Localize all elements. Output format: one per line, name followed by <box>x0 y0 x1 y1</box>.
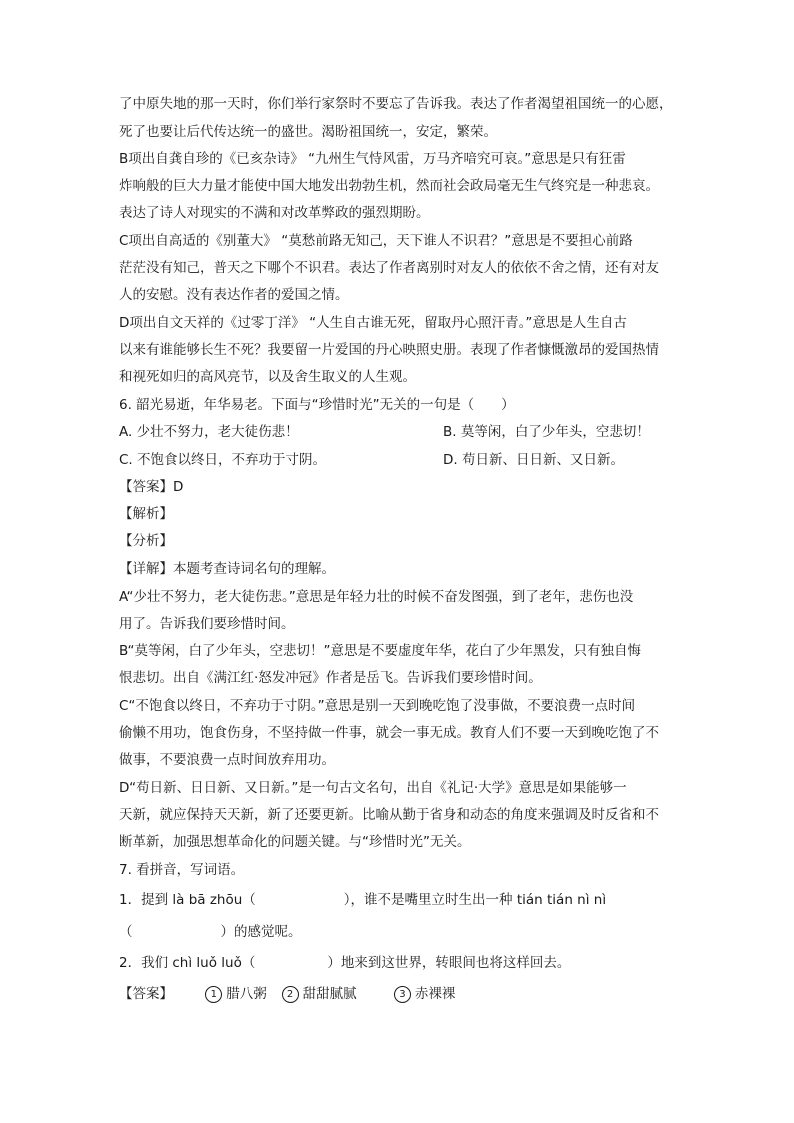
answer-item-3 <box>394 984 456 1004</box>
q7-line-2 <box>119 922 684 942</box>
answer-text: 赤裸裸 <box>414 986 456 1002</box>
analysis-label: 【解析】 <box>119 506 173 522</box>
text-line: 以来有谁能够长生不死？我要留一片爱国的丹心映照史册。表现了作者慷慨激昂的爱国热情 <box>119 342 659 358</box>
answer-text: 腊八粥 <box>226 986 267 1002</box>
answer-item-2 <box>282 984 390 1004</box>
text-line: C项出自高适的《别董大》 “莫愁前路无知己，天下谁人不识君？”意思是不要担心前路 <box>119 233 633 249</box>
option-a: A. 少壮不努力，老大徒伤悲！ <box>119 424 299 440</box>
detail-line: A“少壮不努力，老大徒伤悲。”意思是年轻力壮的时候不奋发图强，到了老年，悲伤也没 <box>119 589 634 605</box>
final-answer-label: 【答案】 <box>119 986 173 1002</box>
q7-line-3 <box>119 953 684 973</box>
detail-line: 用了。告诉我们要珍惜时间。 <box>119 616 295 632</box>
text-line: 和视死如归的高风亮节，以及舍生取义的人生观。 <box>119 369 416 385</box>
q7-line-2-prefix: （ <box>119 924 133 940</box>
detail-line: 天新，就应保持天天新，新了还要更新。比喻从勤于省身和动态的角度来强调及时反省和不 <box>119 807 659 823</box>
q7-line-3-prefix: 2．我们 chì luǒ luǒ（ <box>119 955 256 971</box>
text-line: 表达了诗人对现实的不满和对改革弊政的强烈期盼。 <box>119 205 430 221</box>
option-c: C. 不饱食以终日，不弃功于寸阴。 <box>119 452 327 468</box>
q7-line-1-prefix: 1．提到 là bā zhōu（ <box>119 892 256 908</box>
detail-line: C“不饱食以终日，不弃功于寸阴。”意思是别一天到晚吃饱了没事做，不要浪费一点时间 <box>119 698 636 714</box>
q7-line-1 <box>119 890 684 910</box>
detail-line: D“苟日新、日日新、又日新。”是一句古文名句，出自《礼记·大学》意思是如果能够一 <box>119 780 627 796</box>
answer-label: 【答案】D <box>119 479 184 495</box>
circled-number: 2 <box>282 986 299 1003</box>
text-line: D项出自文天祥的《过零丁洋》 “人生自古谁无死，留取丹心照汗青。”意思是人生自古 <box>119 315 627 331</box>
circled-number: 3 <box>394 986 411 1003</box>
text-line: 人的安慰。没有表达作者的爱国之情。 <box>119 287 349 303</box>
circled-number: 1 <box>205 986 222 1003</box>
question-6-stem: 6. 韶光易逝，年华易老。下面与“珍惜时光”无关的一句是（ ） <box>119 397 515 413</box>
text-line: 炸响般的巨大力量才能使中国大地发出勃勃生机，然而社会政局毫无生气终究是一种悲哀。 <box>119 178 659 194</box>
option-d: D. 苟日新、日日新、又日新。 <box>443 452 624 468</box>
detail-line: B“莫等闲，白了少年头，空悲切！”意思是不要虚度年华，花白了少年黑发，只有独自悔 <box>119 643 642 659</box>
detail-line: 恨悲切。出自《满江红·怒发冲冠》作者是岳飞。告诉我们要珍惜时间。 <box>119 670 542 686</box>
option-b: B. 莫等闲，白了少年头，空悲切！ <box>443 424 650 440</box>
detail-line: 做事，不要浪费一点时间放弃用功。 <box>119 752 335 768</box>
answer-text: 甜甜腻腻 <box>302 986 357 1002</box>
q7-line-3-suffix: ）地来到这世界，转眼间也将这样回去。 <box>327 955 571 971</box>
q7-line-2-suffix: ）的感觉呢。 <box>220 924 302 940</box>
detail-line: 断革新，加强思想革命化的问题关键。与“珍惜时光”无关。 <box>119 834 471 850</box>
detail-line: 偷懒不用功，饱食伤身，不坚持做一件事，就会一事无成。教育人们不要一天到晚吃饱了不 <box>119 725 659 741</box>
detail-line: 【详解】本题考查诗词名句的理解。 <box>119 561 335 577</box>
text-line: 了中原失地的那一天时，你们举行家祭时不要忘了告诉我。表达了作者渴望祖国统一的心愿， <box>119 96 673 112</box>
fenxi-label: 【分析】 <box>119 533 173 549</box>
text-line: B项出自龚自珍的《已亥杂诗》 “九州生气恃风雷，万马齐喑究可哀。”意思是只有狂雷 <box>119 151 626 167</box>
question-7-stem: 7. 看拼音，写词语。 <box>119 862 245 878</box>
text-line: 茫茫没有知己，普天之下哪个不识君。表达了作者离别时对友人的依依不舍之情，还有对友 <box>119 260 659 276</box>
text-line: 死了也要让后代传达统一的盛世。渴盼祖国统一，安定，繁荣。 <box>119 124 497 140</box>
final-answer-row <box>119 984 455 1004</box>
answer-item-1 <box>205 984 277 1004</box>
q7-line-1-suffix: ），谁不是嘴里立时生出一种 tián tián nì nì <box>343 892 607 908</box>
